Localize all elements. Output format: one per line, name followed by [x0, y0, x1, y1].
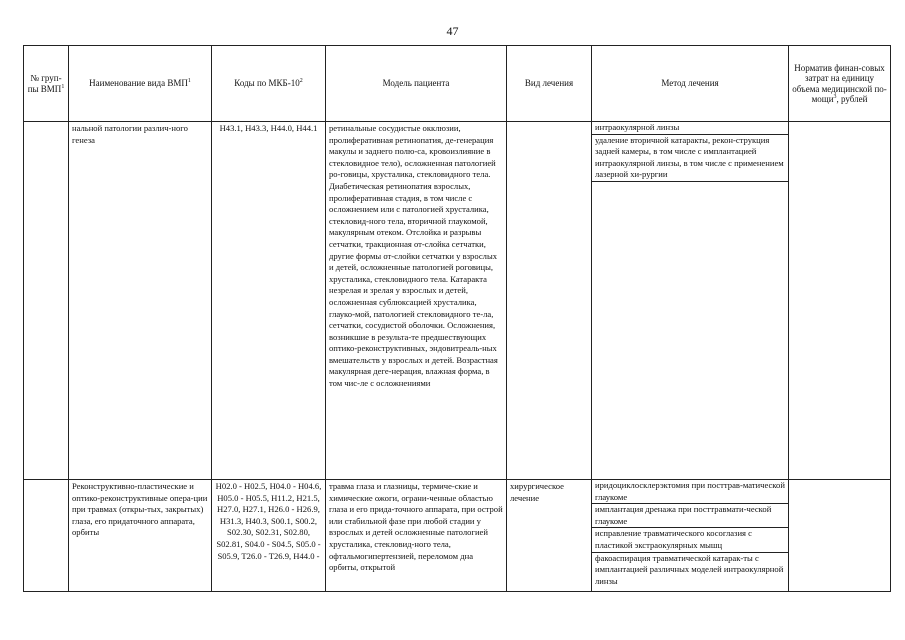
group-no-cell — [24, 480, 69, 592]
header-norm: Норматив финан-совых затрат на единицу объема медицинской по-мощи$^3$, рублей — [789, 46, 891, 122]
header-codes: Коды по МКБ-$10^2$ — [212, 46, 326, 122]
patient-model-cell: травма глаза и глазницы, термиче-ские и химические ожоги, ограни-ченные областью глаза и его прида-точного аппарата, при острой или стабильной фазе при любой стадии у взрослых и детей осложненные патологией хрусталика, стекловид-ного тела, офтальмогипертензией, переломом дна орбиты, открытой — [326, 480, 507, 592]
header-model: Модель пациента — [326, 46, 507, 122]
vmp-name-cell: Реконструктивно-пластические и оптико-реконструктивные опера-ции при травмах (откры-тых, закрытых) глаза, его придаточного аппарата, орбиты — [69, 480, 212, 592]
header-treatment: Вид лечения — [507, 46, 592, 122]
patient-model-cell: ретинальные сосудистые окклюзии, пролиферативная ретинопатия, де-генерация макулы и заднего полю-са, кровоизлияние в стекловидное тело), осложненная патологией ро-говицы, хрусталика, стекловидного тела. Диабетическая ретинопатия взрослых, пролиферативная стадия, в том числе с осложнением или с патологией хрусталика, стекловид-ного тела, вторичной глаукомой, макулярным отеком. Отслойка и разрывы сетчатки, тракционная от-слойка сетчатки, другие формы от-слойки сетчатки у взрослых и детей, осложненные патологией роговицы, хрусталика, стекловидного тела. Катаракта незрелая и зрелая у взрослых и детей, осложненная сублюксацией хрусталика, глауко-мой, патологией стекловидного те-ла, сетчатки, сосудистой оболочки. Осложнения, возникшие в результа-те предшествующих оптико-реконструктивных, эндовитреаль-ных вмешательств у взрослых и детей. Возрастная макулярная деге-нерация, влажная форма, в том чис-ле с осложнениями — [326, 122, 507, 480]
method-item: факоаспирация травматической катарак-ты с имплантацией различных моделей интраокулярной линзы — [595, 552, 784, 586]
method-item: исправление травматического косоглазия с пластикой экстраокулярных мышц — [592, 528, 788, 552]
header-group-no: № груп-пы ВМП$^1$ — [24, 46, 69, 122]
method-cell — [592, 122, 789, 480]
method-item: удаление вторичной катаракты, рекон-струкция задней камеры, в том числе с имплантацией интраокулярной линзы, в том числе с применением лазерной хи-рургии — [592, 135, 788, 182]
norm-cell — [789, 122, 891, 480]
codes-cell: H02.0 - H02.5, H04.0 - H04.6, H05.0 - H05.5, H11.2, H21.5, H27.0, H27.1, H26.0 - H26.9, H31.3, H40.3, S00.1, S00.2, S02.30, S02.31, S02.80, S02.81, S04.0 - S04.5, S05.0 - S05.9, T26.0 - T26.9, H44.0 - — [212, 480, 326, 592]
method-item: имплантация дренажа при посттравмати-ческой глаукоме — [592, 504, 788, 528]
method-item: иридоциклосклерэктомия при посттрав-матической глаукоме — [592, 480, 788, 504]
table-row — [24, 480, 891, 592]
vmp-table — [23, 45, 891, 592]
header-row — [24, 46, 891, 122]
codes-cell: H43.1, H43.3, H44.0, H44.1 — [212, 122, 326, 480]
group-no-cell — [24, 122, 69, 480]
vmp-name-cell: нальной патологии различ-ного генеза — [69, 122, 212, 480]
method-cell — [592, 480, 789, 592]
norm-cell — [789, 480, 891, 592]
method-item: интраокулярной линзы — [592, 122, 788, 135]
page-number: 47 — [446, 24, 459, 38]
header-name: Наименование вида ВМП$^1$ — [69, 46, 212, 122]
table-row — [24, 122, 891, 480]
treatment-cell: хирургическое лечение — [507, 480, 592, 592]
header-method: Метод лечения — [592, 46, 789, 122]
treatment-cell — [507, 122, 592, 480]
